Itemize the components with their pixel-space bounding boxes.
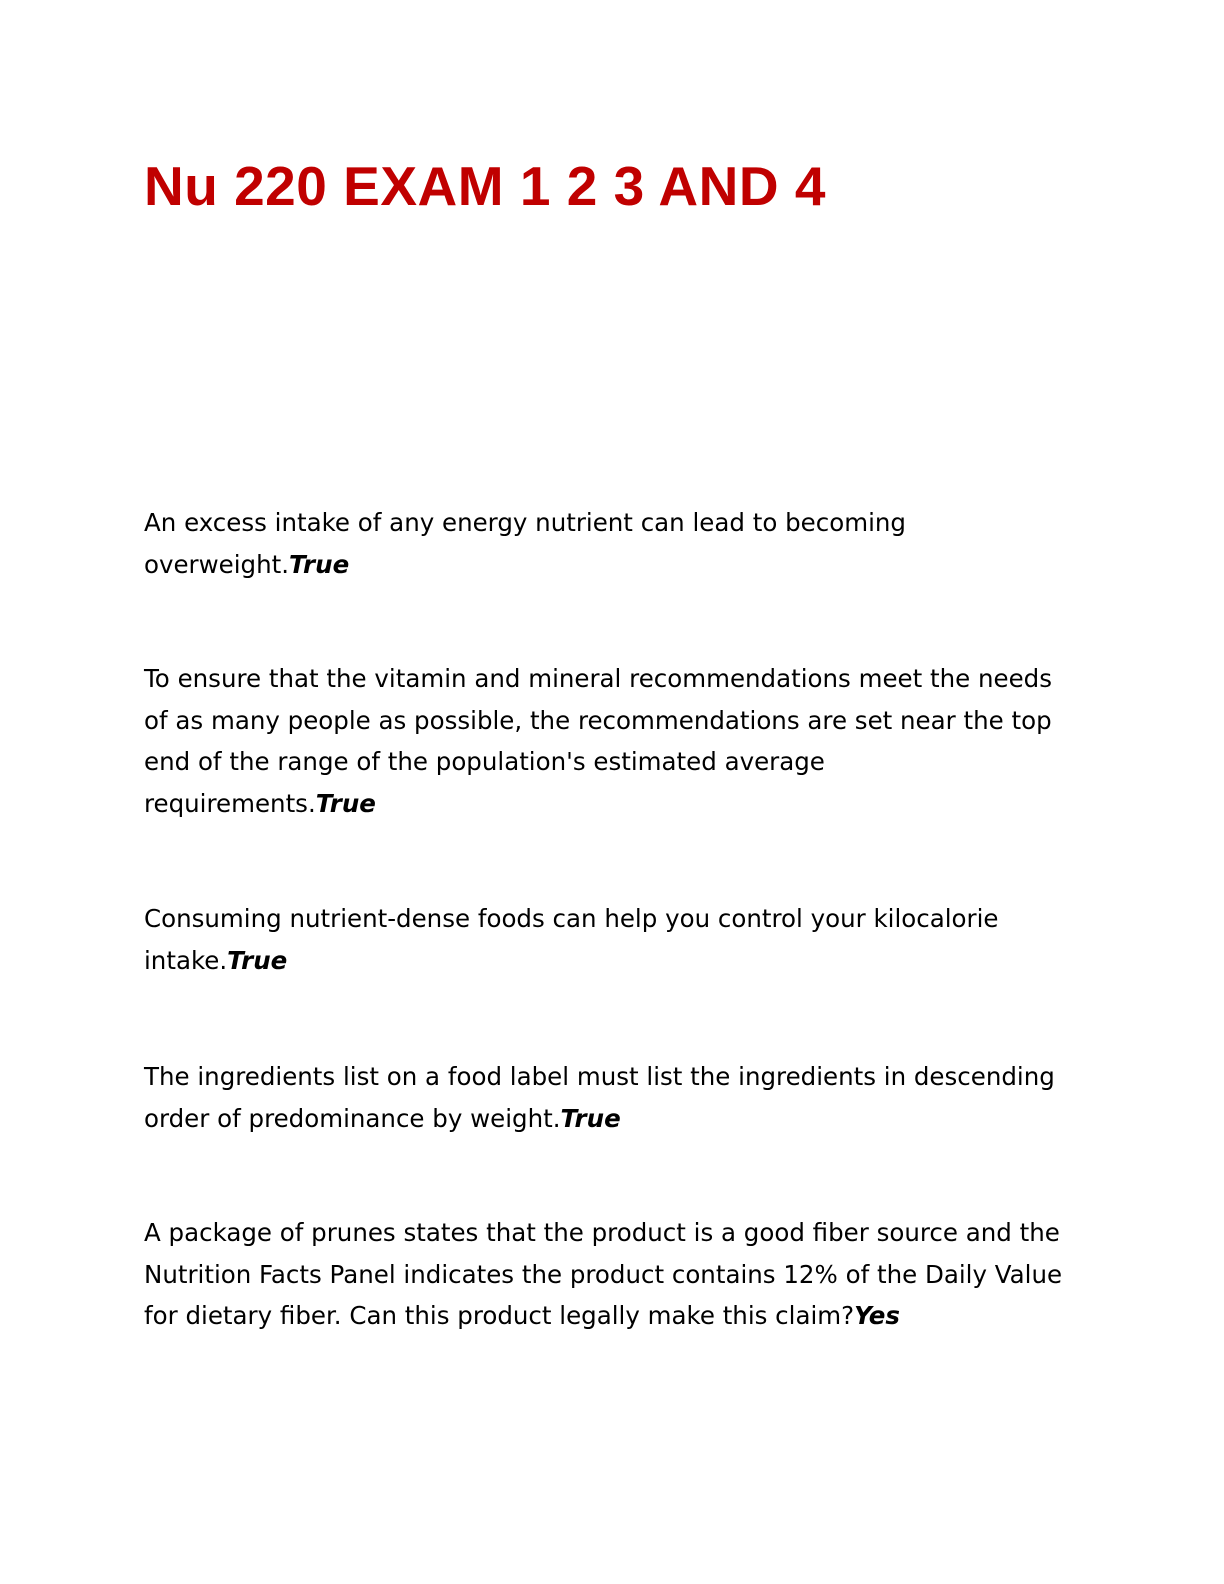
question-item: [144, 658, 1064, 824]
question-text: An excess intake of any energy nutrient can lead to becoming overweight.: [144, 508, 906, 579]
answer-text: Yes: [854, 1301, 900, 1330]
page-title: Nu 220 EXAM 1 2 3 AND 4: [144, 155, 826, 217]
answer-text: True: [315, 788, 376, 818]
question-text: The ingredients list on a food label must list the ingredients in descending order of predominance by weight.: [144, 1062, 1055, 1133]
question-text: A package of prunes states that the product is a good fiber source and the Nutrition Facts Panel indicates the product contains 12% of the Daily Value for dietary fiber. Can this product legally make this claim?: [144, 1218, 1063, 1330]
answer-text: True: [227, 945, 288, 975]
question-text: To ensure that the vitamin and mineral recommendations meet the needs of as many people as possible, the recommendations are set near the top end of the range of the population's estimated average requirements.: [144, 664, 1052, 818]
question-item: [144, 898, 1064, 981]
question-item: [144, 502, 1064, 585]
question-item: [144, 1056, 1064, 1139]
question-text: Consuming nutrient-dense foods can help you control your kilocalorie intake.: [144, 904, 999, 975]
answer-text: True: [560, 1103, 621, 1133]
question-item: [144, 1212, 1064, 1337]
answer-text: True: [289, 549, 350, 579]
